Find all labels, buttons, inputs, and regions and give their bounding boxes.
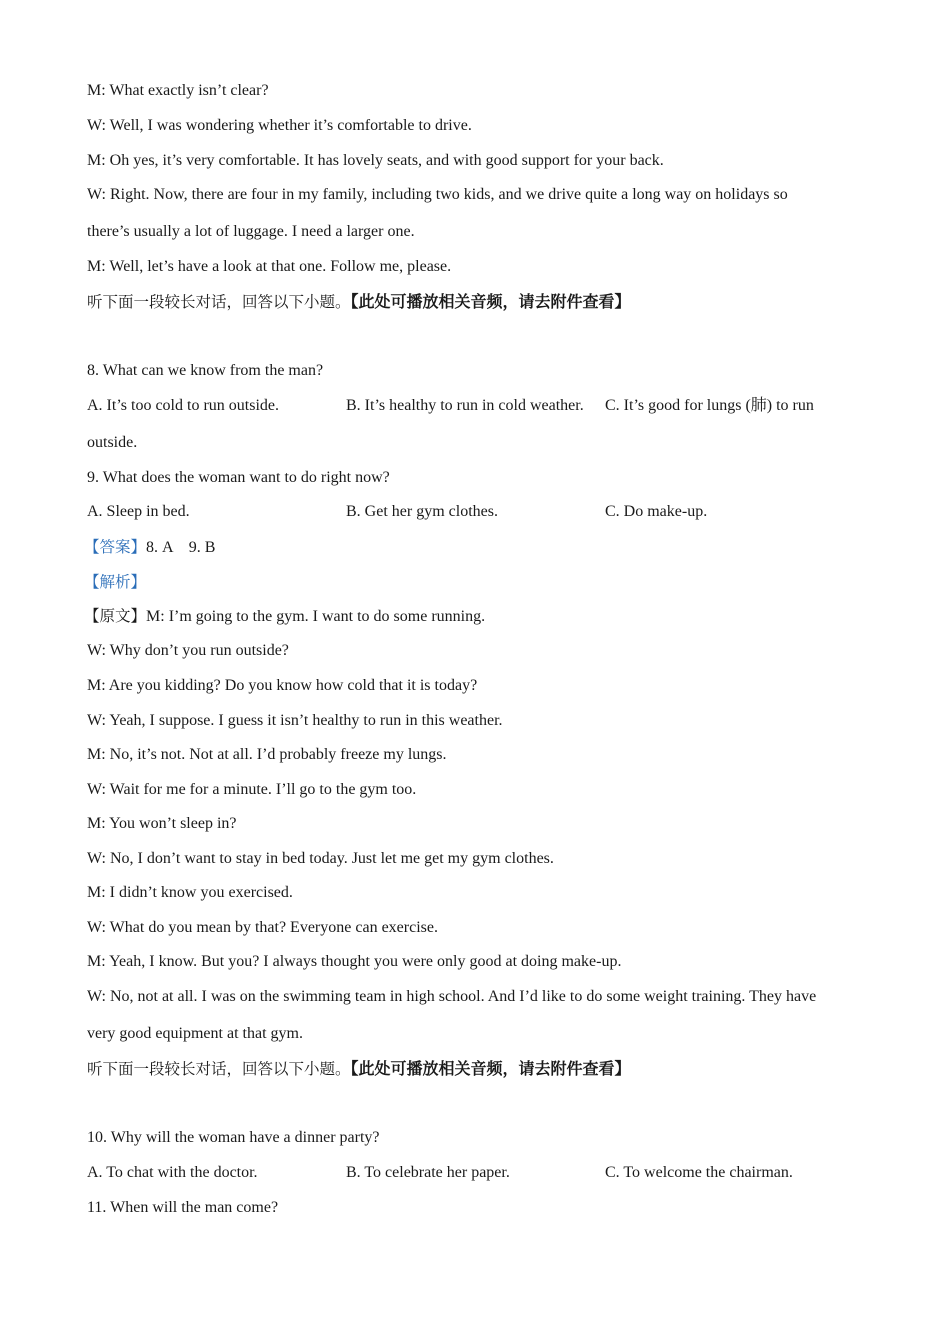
answer-label: 【答案】: [84, 538, 147, 556]
transcript-line: W: Wait for me for a minute. I’ll go to the gym too.: [87, 781, 417, 798]
transcript-line: M: You won’t sleep in?: [87, 815, 237, 832]
question-10: 10. Why will the woman have a dinner party?: [87, 1129, 380, 1146]
q9-option-b: B. Get her gym clothes.: [346, 503, 498, 520]
question-8: 8. What can we know from the man?: [87, 362, 324, 379]
answer-line: [84, 537, 215, 558]
analysis-label: 【解析】: [84, 573, 147, 591]
transcript-line: W: What do you mean by that? Everyone can exercise.: [87, 919, 438, 936]
question-9: 9. What does the woman want to do right now?: [87, 469, 390, 486]
transcript-line: W: No, I don’t want to stay in bed today. Just let me get my gym clothes.: [87, 850, 554, 867]
transcript-line: M: No, it’s not. Not at all. I’d probably freeze my lungs.: [87, 746, 447, 763]
dialogue-line: M: Well, let’s have a look at that one. Follow me, please.: [87, 258, 452, 275]
q10-option-a: A. To chat with the doctor.: [87, 1164, 258, 1181]
question-11: 11. When will the man come?: [87, 1199, 279, 1216]
listening-instruction: [87, 1059, 631, 1080]
q8-option-c: C. It’s good for lungs (肺) to run: [605, 397, 814, 414]
q8-option-a: A. It’s too cold to run outside.: [87, 397, 279, 414]
transcript-line: W: Why don’t you run outside?: [87, 642, 289, 659]
transcript-line: W: No, not at all. I was on the swimming team in high school. And I’d like to do some weight training. They have: [87, 988, 817, 1005]
dialogue-line: W: Well, I was wondering whether it’s comfortable to drive.: [87, 117, 472, 134]
q10-option-c: C. To welcome the chairman.: [605, 1164, 793, 1181]
answer-value: 8. A 9. B: [146, 539, 216, 556]
audio-attachment-note: 【此处可播放相关音频，请去附件查看】: [350, 1059, 631, 1078]
listening-instruction: [87, 292, 631, 313]
transcript-line: M: I didn’t know you exercised.: [87, 884, 293, 901]
instruction-text: 听下面一段较长对话，回答以下小题。: [87, 1060, 351, 1078]
instruction-text: 听下面一段较长对话，回答以下小题。: [87, 293, 351, 311]
q10-option-b: B. To celebrate her paper.: [346, 1164, 510, 1181]
transcript-line: M: Are you kidding? Do you know how cold that it is today?: [87, 677, 478, 694]
dialogue-line: M: Oh yes, it’s very comfortable. It has lovely seats, and with good support for your back.: [87, 152, 664, 169]
transcript-line: very good equipment at that gym.: [87, 1025, 303, 1042]
transcript-line: W: Yeah, I suppose. I guess it isn’t healthy to run in this weather.: [87, 712, 503, 729]
q8-option-c-continued: outside.: [87, 434, 138, 451]
audio-attachment-note: 【此处可播放相关音频，请去附件查看】: [350, 292, 631, 311]
q9-option-a: A. Sleep in bed.: [87, 503, 190, 520]
transcript-label: 【原文】: [84, 607, 147, 625]
transcript-line: M: Yeah, I know. But you? I always thought you were only good at doing make-up.: [87, 953, 622, 970]
dialogue-line: M: What exactly isn’t clear?: [87, 82, 269, 99]
q9-option-c: C. Do make-up.: [605, 503, 708, 520]
transcript-first-text: M: I’m going to the gym. I want to do some running.: [146, 608, 486, 625]
dialogue-line: there’s usually a lot of luggage. I need a larger one.: [87, 223, 415, 240]
transcript-first-line: [84, 606, 485, 627]
q8-option-b: B. It’s healthy to run in cold weather.: [346, 397, 584, 414]
dialogue-line: W: Right. Now, there are four in my family, including two kids, and we drive quite a long way on holidays so: [87, 186, 788, 203]
